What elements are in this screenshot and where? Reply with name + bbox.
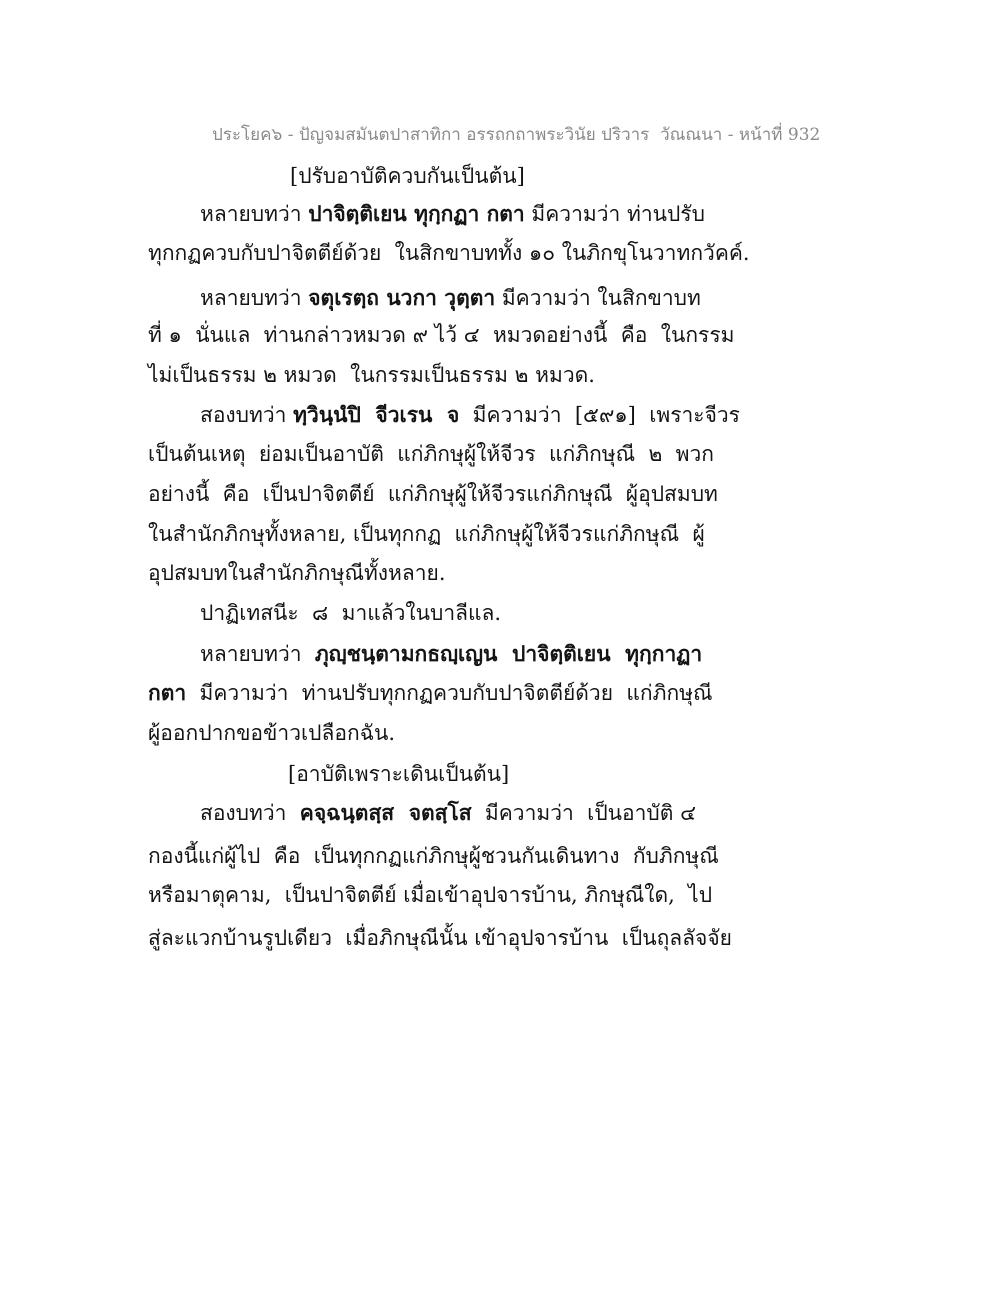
pali-term: ปาจิตฺติเยน ทุกฺกฏา กตา xyxy=(308,201,525,226)
pali-term: จตุเรตฺถ นวกา วุตฺตา xyxy=(308,285,496,310)
line-text: สองบทว่า xyxy=(200,801,300,825)
paragraph-line xyxy=(200,798,696,828)
section-heading: [อาบัติเพราะเดินเป็นต้น] xyxy=(288,762,510,786)
paragraph-line xyxy=(200,639,702,669)
paragraph-line: กองนี้แก่ผู้ไป คือ เป็นทุกกฏแก่ภิกษุผู้ชวนกันเดินทาง กับภิกษุณี xyxy=(148,844,719,868)
running-header: ประโยค๖ - ปัญจมสมันตปาสาทิกา อรรถกถาพระวินัย ปริวาร วัณณนา - หน้าที่ 932 xyxy=(212,125,821,145)
line-text: มีความว่า ท่านปรับทุกกฏควบกับปาจิตตีย์ด้วย แก่ภิกษุณี xyxy=(186,681,713,705)
paragraph-line: อุปสมบทในสำนักภิกษุณีทั้งหลาย. xyxy=(148,561,446,585)
line-text: หลายบทว่า xyxy=(200,286,309,310)
paragraph-line: ทุกกฏควบกับปาจิตตีย์ด้วย ในสิกขาบททั้ง ๑๐ ในภิกขุโนวาทกวัคค์. xyxy=(148,241,750,265)
paragraph-line: หรือมาตุคาม, เป็นปาจิตตีย์ เมื่อเข้าอุปจารบ้าน, ภิกษุณีใด, ไป xyxy=(148,883,713,907)
line-text: สองบทว่า xyxy=(200,403,294,427)
line-text: มีความว่า ในสิกขาบท xyxy=(495,286,701,310)
paragraph-line: ในสำนักภิกษุทั้งหลาย, เป็นทุกกฏ แก่ภิกษุผู้ให้จีวรแก่ภิกษุณี ผู้ xyxy=(148,522,705,546)
pali-term: ภุญฺชนฺตามกธญฺเญน ปาจิตฺติเยน ทุกฺกาฏา xyxy=(314,641,703,666)
paragraph-line xyxy=(148,678,713,708)
paragraph-line: ปาฏิเทสนีะ ๘ มาแล้วในบาลีแล. xyxy=(200,601,502,625)
pali-term: คจฺฉนฺตสฺส จตสฺโส xyxy=(299,800,472,825)
section-heading: [ปรับอาบัติควบกันเป็นต้น] xyxy=(290,164,525,188)
paragraph-line xyxy=(200,283,701,313)
pali-term: กตา xyxy=(148,680,187,705)
line-text: หลายบทว่า xyxy=(200,202,309,226)
paragraph-line xyxy=(200,199,705,229)
line-text: หลายบทว่า xyxy=(200,642,315,666)
paragraph-line xyxy=(200,400,740,430)
line-text: มีความว่า เป็นอาบัติ ๔ xyxy=(471,801,696,825)
line-text: มีความว่า [๕๙๑] เพราะจีวร xyxy=(459,403,740,427)
pali-term: ทฺวินฺนํปิ จีวเรน จ xyxy=(293,402,460,427)
paragraph-line: สู่ละแวกบ้านรูปเดียว เมื่อภิกษุณีนั้น เข้าอุปจารบ้าน เป็นถุลลัจจัย xyxy=(148,926,732,950)
paragraph-line: เป็นต้นเหตุ ย่อมเป็นอาบัติ แก่ภิกษุผู้ให้จีวร แก่ภิกษุณี ๒ พวก xyxy=(148,442,715,466)
paragraph-line: อย่างนี้ คือ เป็นปาจิตตีย์ แก่ภิกษุผู้ให้จีวรแก่ภิกษุณี ผู้อุปสมบท xyxy=(148,482,718,506)
paragraph-line: ผู้ออกปากขอข้าวเปลือกฉัน. xyxy=(148,721,396,745)
line-text: มีความว่า ท่านปรับ xyxy=(524,202,705,226)
paragraph-line: ที่ ๑ นั่นแล ท่านกล่าวหมวด ๙ ไว้ ๔ หมวดอย่างนี้ คือ ในกรรม xyxy=(148,323,735,347)
paragraph-line: ไม่เป็นธรรม ๒ หมวด ในกรรมเป็นธรรม ๒ หมวด. xyxy=(148,363,595,387)
